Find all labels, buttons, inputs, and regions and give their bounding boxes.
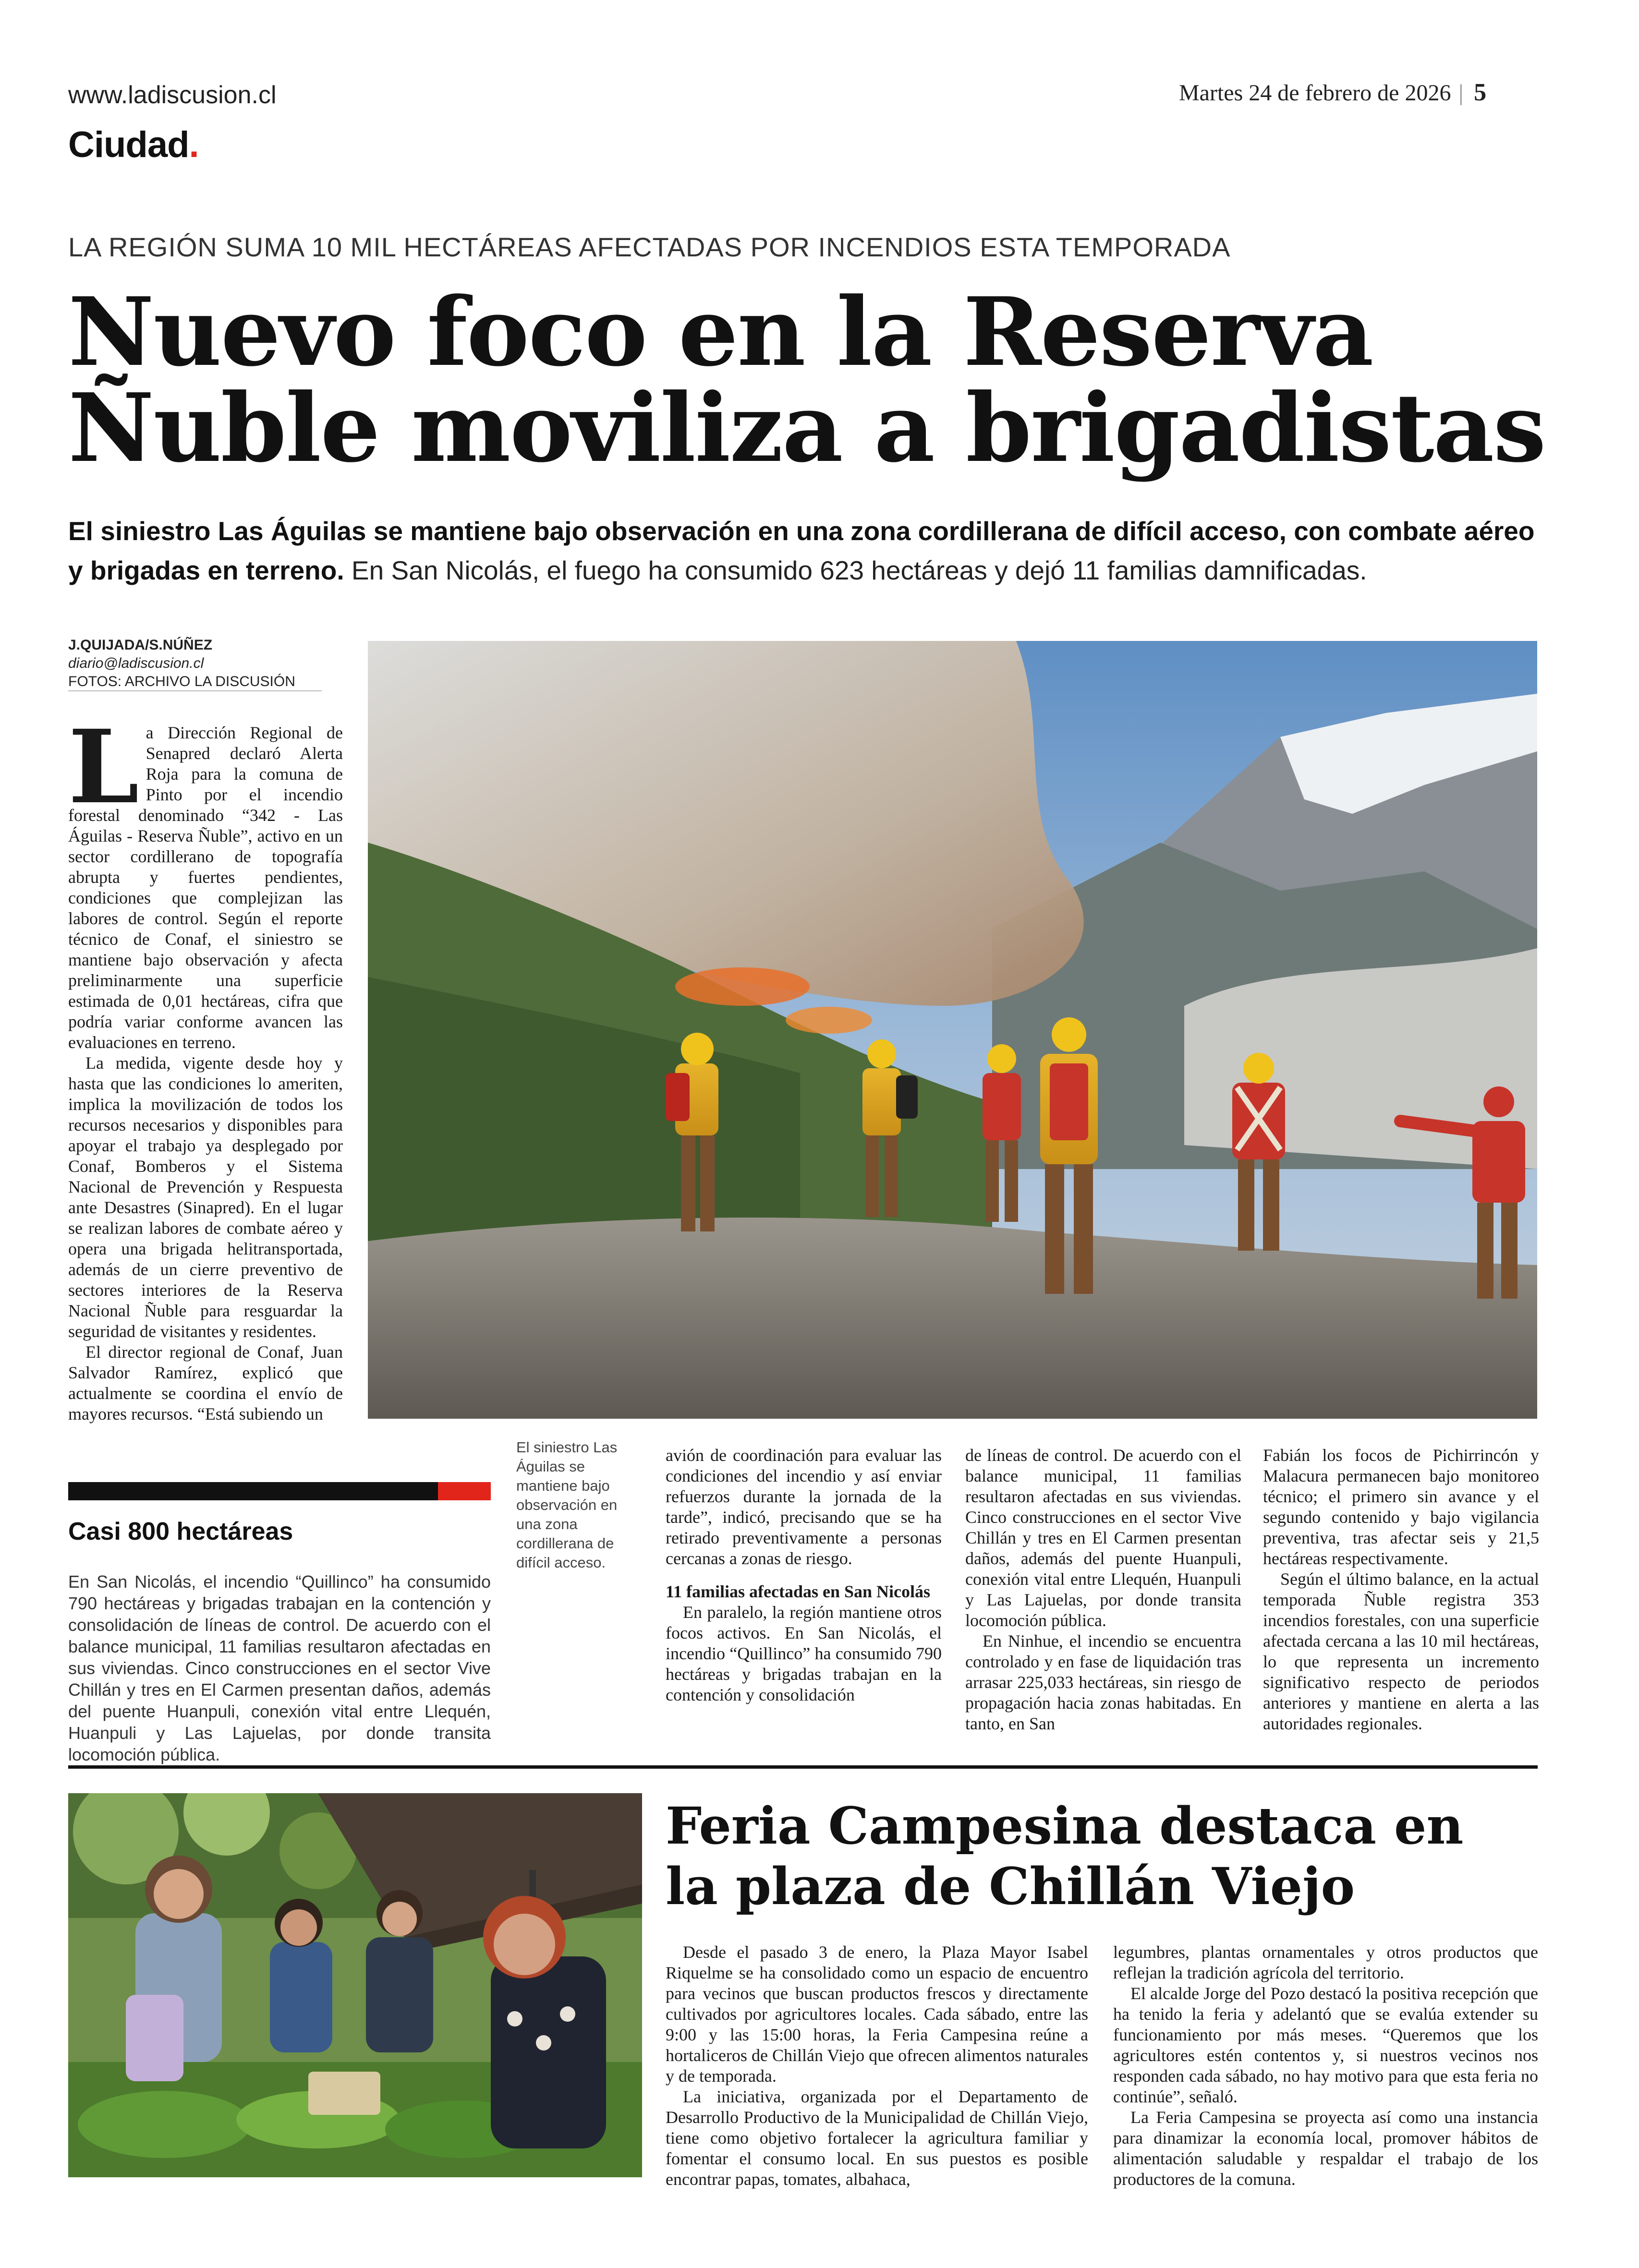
article-paragraph: El alcalde Jorge del Pozo destacó la positiva recepción que ha tenido la feria y adelantó que se evalúa extender su funcionamiento por más meses. “Queremos que los agricultores estén contentos y, si nuestros vecinos nos responden cada sábado, no hay motivo para que esta feria no continúe”, señaló. [1113,1984,1538,2106]
sidebar-bar [68,1482,491,1500]
main-headline [68,277,1557,483]
article-subhead: 11 familias afectadas en San Nicolás [666,1582,931,1601]
date-line [1179,78,1486,107]
feria-column-2 [1113,1942,1538,2201]
byline-photos: FOTOS: ARCHIVO LA DISCUSIÓN [68,674,295,689]
article-column-3 [666,1445,942,1757]
wildfire-photo [368,641,1537,1419]
article-paragraph: En Ninhue, el incendio se encuentra controlado y en fase de liquidación tras arrasar 225,033 hectáreas, sin riesgo de propagación hacia zonas habitadas. En tanto, en San [965,1631,1241,1733]
byline-email[interactable]: diario@ladiscusion.cl [68,655,204,671]
article-paragraph: Según el último balance, en la actual temporada Ñuble registra 353 incendios forestales, con una superficie afectada cercana a las 10 mil hectáreas, lo que representa un incremento significativo respecto de periodos anteriores y mantiene en alerta a las autoridades regionales. [1263,1569,1539,1733]
sidebar-text: En San Nicolás, el incendio “Quillinco” ha consumido 790 hectáreas y brigadas trabajan en la contención y consolidación de líneas de control. De acuerdo con el balance municipal, 11 familias resultaron afectadas en sus viviendas. Cinco construcciones en el sector Vive Chillán y tres en El Carmen presentan daños, además del puente Huanpuli, conexión vital entre Llequén, Huanpuli y Las Lajuelas, por donde transita locomoción pública. [68,1572,491,1764]
section-name: Ciudad [68,124,189,165]
sidebar-title: Casi 800 hectáreas [68,1518,293,1545]
market-photo [68,1793,642,2177]
headline-line: la plaza de Chillán Viejo [666,1856,1355,1916]
feria-headline [666,1796,1540,1917]
section-title [68,124,199,166]
section-dot: . [189,124,199,165]
section-separator [68,1765,1538,1769]
article-paragraph: En paralelo, la región mantiene otros focos activos. En San Nicolás, el incendio “Quillinco” ha consumido 790 hectáreas y brigadas trabajan en la contención y consolidación [666,1603,942,1704]
byline-author: J.QUIJADA/S.NÚÑEZ [68,637,213,653]
drop-cap: L [68,723,139,826]
byline [68,636,337,691]
article-paragraph: Desde el pasado 3 de enero, la Plaza Mayor Isabel Riquelme se ha consolidado como un espacio de encuentro para vecinos que buscan productos frescos y directamente cultivados por agricultores locales. Cada sábado, entre las 9:00 y las 15:00 horas, la Feria Campesina reúne a hortaliceros de Chillán Viejo que ofrecen alimentos naturales y de temporada. [666,1942,1088,2086]
date-separator: | [1458,80,1464,106]
lead-rest: En San Nicolás, el fuego ha consumido 623 hectáreas y dejó 11 familias damnificadas. [344,555,1367,585]
byline-divider [68,690,322,691]
article-paragraph: La medida, vigente desde hoy y hasta que las condiciones lo ameriten, implica la movilización de todos los recursos necesarios y disponibles para apoyar el trabajo ya desplegado por Conaf, Bomberos y el Sistema Nacional de Prevención y Respuesta ante Desastres (Sinapred). En el lugar se realizan labores de combate aéreo y opera una brigada helitransportada, además de un cierre preventivo de sectores interiores de la Reserva Nacional Ñuble para resguardar la seguridad de visitantes y residentes. [68,1053,343,1341]
article-paragraph: de líneas de control. De acuerdo con el balance municipal, 11 familias resultaron afectadas en sus viviendas. Cinco construcciones en el sector Vive Chillán y tres en El Carmen presentan daños, además del puente Huanpuli, conexión vital entre Llequén, Huanpuli y Las Lajuelas, por donde transita locomoción pública. [965,1446,1241,1630]
feria-column-1 [666,1942,1088,2201]
site-url[interactable]: www.ladiscusion.cl [68,81,277,109]
article-paragraph: La iniciativa, organizada por el Departamento de Desarrollo Productivo de la Municipalidad de Chillán Viejo, tiene como objetivo fortalecer la agricultura familiar y fomentar el consumo local. En sus puestos es posible encontrar papas, tomates, albahaca, [666,2087,1088,2189]
headline-line: Ñuble moviliza a brigadistas [68,373,1545,483]
article-column-5 [1263,1445,1539,1757]
article-paragraph: legumbres, plantas ornamentales y otros productos que reflejan la tradición agrícola del territorio. [1113,1942,1538,1982]
article-paragraph: avión de coordinación para evaluar las condiciones del incendio y así enviar refuerzos durante la jornada de la tarde”, indicó, precisando que se ha retirado preventivamente a personas cercanas a zonas de riesgo. [666,1446,942,1568]
article-column-1 [68,723,343,1452]
headline-line: Nuevo foco en la Reserva [68,277,1373,387]
article-paragraph: Fabián los focos de Pichirrincón y Malacura permanecen bajo monitoreo técnico; el primero sin avance y el segundo contenido y bajo vigilancia preventiva, tras afectar seis y 21,5 hectáreas respectivamente. [1263,1446,1539,1568]
paragraph-text: a Dirección Regional de Senapred declaró Alerta Roja para la comuna de Pinto por el incendio forestal denominado “342 - Las Águilas - Reserva Ñuble”, activo en un sector cordillerano de topografía abrupta y fuertes pendientes, condiciones que complejizan las labores de control. Según el reporte técnico de Conaf, el siniestro se mantiene bajo observación y afecta preliminarmente una superficie estimada de 0,01 hectáreas, cifra que podría variar conforme avancen las evaluaciones en terreno. [68,723,343,1052]
article-paragraph [68,723,343,1053]
page-number: 5 [1474,79,1487,106]
lead-paragraph [68,511,1547,590]
article-column-4 [965,1445,1241,1757]
article-paragraph: La Feria Campesina se proyecta así como una instancia para dinamizar la economía local, promover hábitos de alimentación saludable y respaldar el trabajo de los productores de la comuna. [1113,2108,1538,2189]
headline-line: Feria Campesina destaca en [666,1796,1464,1856]
lead-bold: El siniestro Las Águilas se mantiene bajo observación en una zona cordillerana de difícil acceso, con combate aéreo y brigadas en terreno. [68,516,1535,585]
sidebar-bar-accent [438,1482,491,1500]
publication-date: Martes 24 de febrero de 2026 [1179,80,1451,106]
article-paragraph: El director regional de Conaf, Juan Salvador Ramírez, explicó que actualmente se coordina el envío de mayores recursos. “Está subiendo un [68,1342,343,1424]
photo-caption: El siniestro Las Águilas se mantiene bajo observación en una zona cordillerana de difícil acceso. [516,1439,618,1571]
kicker: LA REGIÓN SUMA 10 MIL HECTÁREAS AFECTADAS POR INCENDIOS ESTA TEMPORADA [68,232,1231,262]
